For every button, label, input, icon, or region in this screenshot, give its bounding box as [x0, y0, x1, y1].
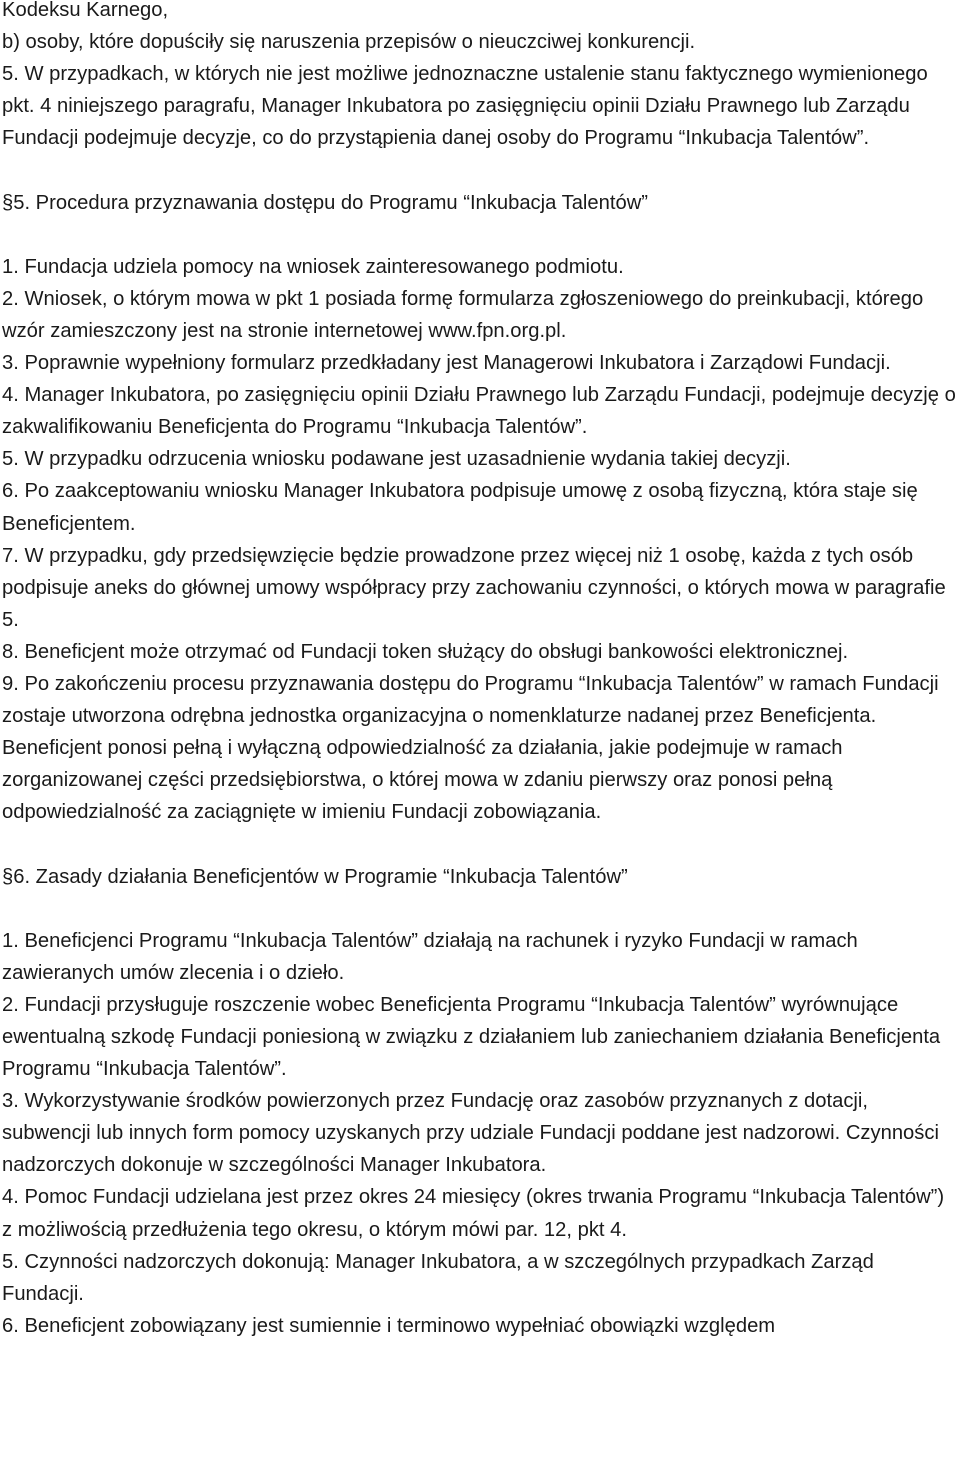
- paragraph: 3. Poprawnie wypełniony formularz przedkładany jest Managerowi Inkubatora i Zarządowi Fundacji.: [2, 352, 891, 375]
- paragraph: 6. Po zaakceptowaniu wniosku Manager Inkubatora podpisuje umowę z osobą fizyczną, która staje się Beneficjentem.: [2, 480, 918, 535]
- section-heading: §6. Zasady działania Beneficjentów w Programie “Inkubacja Talentów”: [2, 865, 628, 888]
- paragraph: 8. Beneficjent może otrzymać od Fundacji token służący do obsługi bankowości elektronicznej.: [2, 640, 849, 663]
- paragraph-spacer: [2, 893, 958, 925]
- paragraph: 4. Manager Inkubatora, po zasięgnięciu opinii Działu Prawnego lub Zarządu Fundacji, podejmuje decyzję o zakwalifikowaniu Beneficjenta do Programu “Inkubacja Talentów”.: [2, 384, 956, 439]
- paragraph: 6. Beneficjent zobowiązany jest sumiennie i terminowo wypełniać obowiązki względem: [2, 1314, 776, 1337]
- paragraph: 3. Wykorzystywanie środków powierzonych przez Fundację oraz zasobów przyznanych z dotacji, subwencji lub innych form pomocy uzyskanych przy udziale Fundacji poddane jest nadzorowi. Czynności nadzorczych dokonuje w szczególności Manager Inkubatora.: [2, 1090, 939, 1177]
- document-body: [2, 0, 958, 1342]
- paragraph-spacer: [2, 219, 958, 251]
- paragraph: 7. W przypadku, gdy przedsięwzięcie będzie prowadzone przez więcej niż 1 osobę, każda z tych osób podpisuje aneks do głównej umowy współpracy przy zachowaniu czynności, o których mowa w paragrafie 5.: [2, 544, 946, 631]
- paragraph: 5. W przypadku odrzucenia wniosku podawane jest uzasadnienie wydania takiej decyzji.: [2, 448, 791, 471]
- paragraph: 2. Wniosek, o którym mowa w pkt 1 posiada formę formularza zgłoszeniowego do preinkubacji, którego wzór zamieszczony jest na stronie internetowej www.fpn.org.pl.: [2, 287, 924, 342]
- paragraph: 2. Fundacji przysługuje roszczenie wobec Beneficjenta Programu “Inkubacja Talentów” wyrównujące ewentualną szkodę Fundacji poniesioną w związku z działaniem lub zaniechaniem działania Beneficjenta Programu “Inkubacja Talentów”.: [2, 993, 941, 1081]
- paragraph-spacer: [2, 828, 958, 860]
- paragraph-spacer: [2, 154, 958, 186]
- paragraph: Kodeksu Karnego,: [2, 0, 169, 21]
- paragraph: 5. W przypadkach, w których nie jest możliwe jednoznaczne ustalenie stanu faktycznego wymienionego pkt. 4 niniejszego paragrafu, Manager Inkubatora po zasięgnięciu opinii Działu Prawnego lub Zarządu Fundacji podejmuje decyzje, co do przystąpienia danej osoby do Programu “Inkubacja Talentów”.: [2, 63, 928, 150]
- section-heading: §5. Procedura przyznawania dostępu do Programu “Inkubacja Talentów”: [2, 191, 648, 214]
- paragraph: 1. Fundacja udziela pomocy na wniosek zainteresowanego podmiotu.: [2, 255, 624, 278]
- paragraph: b) osoby, które dopuściły się naruszenia przepisów o nieuczciwej konkurencji.: [2, 31, 696, 54]
- paragraph: 4. Pomoc Fundacji udzielana jest przez okres 24 miesięcy (okres trwania Programu “Inkubacja Talentów”) z możliwością przedłużenia tego okresu, o którym mówi par. 12, pkt 4.: [2, 1186, 945, 1241]
- paragraph: 5. Czynności nadzorczych dokonują: Manager Inkubatora, a w szczególnych przypadkach Zarząd Fundacji.: [2, 1250, 874, 1305]
- paragraph: 9. Po zakończeniu procesu przyznawania dostępu do Programu “Inkubacja Talentów” w ramach Fundacji zostaje utworzona odrębna jednostka organizacyjna o nomenklaturze nadanej przez Beneficjenta. Beneficjent ponosi pełną i wyłączną odpowiedzialność za działania, jakie podejmuje w ramach zorganizowanej części przedsiębiorstwa, o której mowa w zdaniu pierwszy oraz ponosi pełną odpowiedzialność za zaciągnięte w imieniu Fundacji zobowiązania.: [2, 672, 939, 824]
- paragraph: 1. Beneficjenci Programu “Inkubacja Talentów” działają na rachunek i ryzyko Fundacji w ramach zawieranych umów zlecenia i o dzieło.: [2, 929, 858, 984]
